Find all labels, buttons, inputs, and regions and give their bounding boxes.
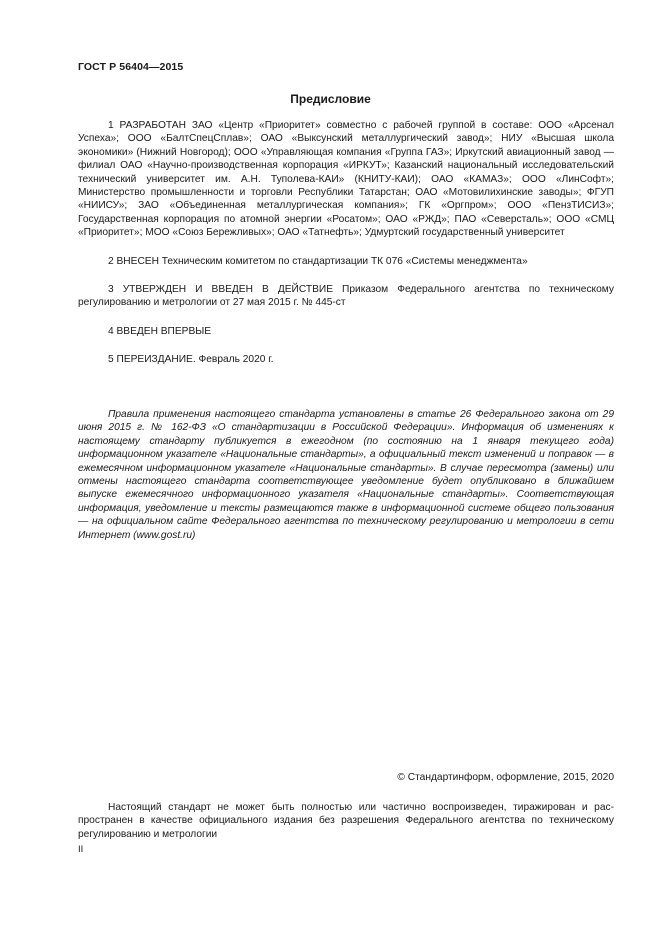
page-number: II	[78, 844, 84, 855]
preface-items	[78, 119, 614, 382]
preface-item-5: 5 ПЕРЕИЗДАНИЕ. Февраль 2020 г.	[108, 354, 274, 366]
reproduction-rights-text: Настоящий стандарт не может быть полностью или частично воспроизведен, тиражирован и распространен в качестве официального издания без разрешения Федерального агентства по техническому регулированию и метрологии	[78, 802, 614, 840]
preface-item-1: 1 РАЗРАБОТАН ЗАО «Центр «Приоритет» совместно с рабочей группой в составе: ООО «Арсенал Успеха»; ООО «БалтСпецСплав»; ОАО «Выксунский металлургический завод»; НИУ «Высшая школа экономики» (Нижний Новгород); ООО «Управляющая компания «Группа ГАЗ»; Иркутский авиационный завод — филиал ОАО «Научно-производственная корпорация «ИРКУТ»; Казанский национальный исследовательский технический университет им. А.Н. Туполева-КАИ» (КНИТУ-КАИ); ОАО «КАМАЗ»; ООО «ЛинСофт»; Министерство промышленности и торговли Республики Татарстан; ОАО «Мотовилихинские заводы»; ФГУП «НИИСУ»; ЗАО «Объединенная металлургическая компания»; ГК «Оргпром»; ООО «ПензТИСИЗ»; Государственная корпорация по атомной энергии «Росатом»; ОАО «РЖД»; ПАО «Северсталь»; ООО «СМЦ «Приоритет»; МОО «Союз Бережливых»; ОАО «Татнефть»; Удмуртский государственный университет	[78, 120, 614, 239]
page-title: Предисловие	[290, 92, 371, 106]
preface-item-4: 4 ВВЕДЕН ВПЕРВЫЕ	[108, 325, 212, 337]
copyright-line: © Стандартинформ, оформление, 2015, 2020	[397, 772, 614, 783]
application-rules-notice: Правила применения настоящего стандарта установлены в статье 26 Федерального закона от 29 июня 2015 г. № 162-ФЗ «О стандартизации в Российской Федерации». Информация об изменениях к настоящему стандарту публикуется в ежегодном (по состоянию на 1 января текущего года) информационном указателе «Национальные стандарты», а официальный текст изменений и поправок — в ежемесячном информационном указателе «Национальные стандарты». В случае пересмотра (замены) или отмены настоящего стандарта соответствующее уведомление будет опубликовано в ближайшем выпуске ежемесячного информационного указателя «Национальные стандарты». Соответствующая информация, уведомление и тексты размещаются также в информационной системе общего пользования — на официальном сайте Федерального агентства по техническому регулированию и метрологии в сети Интернет (www.gost.ru)	[78, 409, 614, 541]
preface-item-3: 3 УТВЕРЖДЕН И ВВЕДЕН В ДЕЙСТВИЕ Приказом Федерального агентства по техническому регулированию и метрологии от 27 мая 2015 г. № 445-ст	[78, 284, 614, 309]
preface-item-2: 2 ВНЕСЕН Техническим комитетом по стандартизации ТК 076 «Системы менеджмента»	[108, 255, 528, 267]
standard-code: ГОСТ Р 56404—2015	[78, 61, 184, 73]
